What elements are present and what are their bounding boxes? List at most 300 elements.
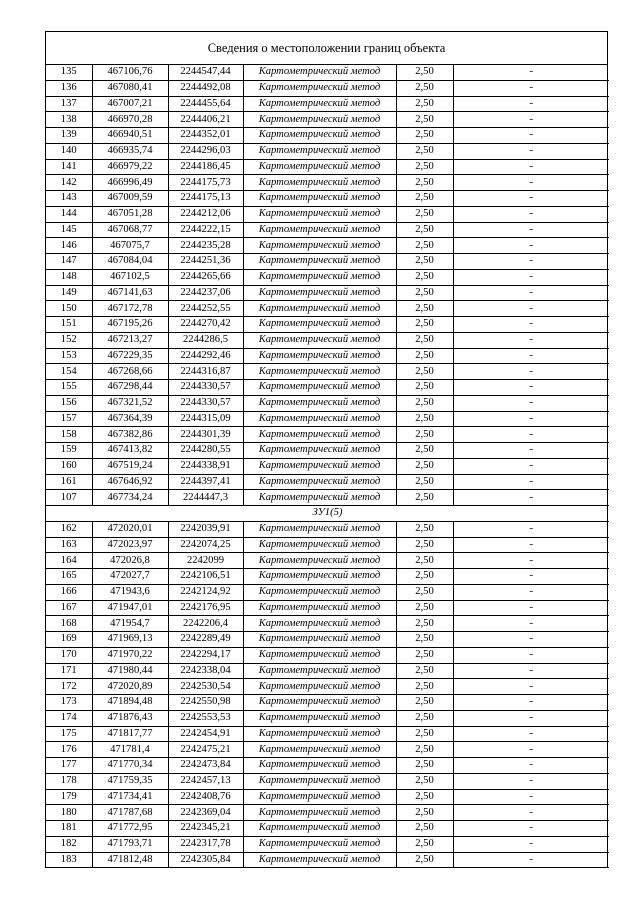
method-cell: Картометрический метод xyxy=(243,836,396,852)
coord-x: 467080,41 xyxy=(92,80,168,96)
point-number: 156 xyxy=(46,395,92,411)
point-number: 172 xyxy=(46,679,92,695)
method-cell: Картометрический метод xyxy=(243,852,396,868)
coord-x: 466970,28 xyxy=(92,112,168,128)
section-label: ЗУ1(5) xyxy=(46,506,609,522)
note-cell: - xyxy=(453,254,609,270)
table-row xyxy=(46,80,609,96)
method-cell: Картометрический метод xyxy=(243,569,396,585)
note-cell: - xyxy=(453,600,609,616)
note-cell: - xyxy=(453,710,609,726)
coord-y: 2244316,87 xyxy=(168,364,243,380)
coord-x: 467298,44 xyxy=(92,380,168,396)
coord-x: 467229,35 xyxy=(92,348,168,364)
coord-y: 2244175,73 xyxy=(168,175,243,191)
point-number: 148 xyxy=(46,269,92,285)
coord-x: 466979,22 xyxy=(92,159,168,175)
note-cell: - xyxy=(453,112,609,128)
table-row xyxy=(46,584,609,600)
coord-y: 2242106,51 xyxy=(168,569,243,585)
point-number: 107 xyxy=(46,490,92,506)
accuracy-cell: 2,50 xyxy=(396,616,453,632)
note-cell: - xyxy=(453,458,609,474)
method-cell: Картометрический метод xyxy=(243,175,396,191)
point-number: 140 xyxy=(46,143,92,159)
coord-y: 2244455,64 xyxy=(168,96,243,112)
accuracy-cell: 2,50 xyxy=(396,821,453,837)
coord-x: 467106,76 xyxy=(92,65,168,80)
table-row xyxy=(46,758,609,774)
note-cell: - xyxy=(453,821,609,837)
method-cell: Картометрический метод xyxy=(243,65,396,80)
table-row xyxy=(46,521,609,537)
method-cell: Картометрический метод xyxy=(243,537,396,553)
note-cell: - xyxy=(453,679,609,695)
coord-x: 471943,6 xyxy=(92,584,168,600)
coord-x: 467382,86 xyxy=(92,427,168,443)
point-number: 180 xyxy=(46,805,92,821)
note-cell: - xyxy=(453,380,609,396)
point-number: 150 xyxy=(46,301,92,317)
coord-y: 2242475,21 xyxy=(168,742,243,758)
coord-x: 471781,4 xyxy=(92,742,168,758)
note-cell: - xyxy=(453,238,609,254)
method-cell: Картометрический метод xyxy=(243,695,396,711)
note-cell: - xyxy=(453,663,609,679)
table-row xyxy=(46,852,609,868)
accuracy-cell: 2,50 xyxy=(396,679,453,695)
accuracy-cell: 2,50 xyxy=(396,269,453,285)
method-cell: Картометрический метод xyxy=(243,600,396,616)
coord-x: 467007,21 xyxy=(92,96,168,112)
table-row xyxy=(46,427,609,443)
method-cell: Картометрический метод xyxy=(243,348,396,364)
table-row xyxy=(46,411,609,427)
coord-x: 472020,89 xyxy=(92,679,168,695)
note-cell: - xyxy=(453,773,609,789)
table-row xyxy=(46,726,609,742)
method-cell: Картометрический метод xyxy=(243,112,396,128)
accuracy-cell: 2,50 xyxy=(396,96,453,112)
coord-y: 2242457,13 xyxy=(168,773,243,789)
table-row xyxy=(46,836,609,852)
coord-x: 466940,51 xyxy=(92,128,168,144)
table-row xyxy=(46,742,609,758)
accuracy-cell: 2,50 xyxy=(396,128,453,144)
coord-x: 467195,26 xyxy=(92,317,168,333)
method-cell: Картометрический метод xyxy=(243,143,396,159)
method-cell: Картометрический метод xyxy=(243,364,396,380)
note-cell: - xyxy=(453,805,609,821)
point-number: 159 xyxy=(46,443,92,459)
table-row xyxy=(46,175,609,191)
coord-y: 2244270,42 xyxy=(168,317,243,333)
coord-y: 2244252,55 xyxy=(168,301,243,317)
table-row xyxy=(46,269,609,285)
method-cell: Картометрический метод xyxy=(243,317,396,333)
coord-x: 467646,92 xyxy=(92,474,168,490)
coord-x: 471954,7 xyxy=(92,616,168,632)
accuracy-cell: 2,50 xyxy=(396,443,453,459)
accuracy-cell: 2,50 xyxy=(396,206,453,222)
method-cell: Картометрический метод xyxy=(243,742,396,758)
point-number: 177 xyxy=(46,758,92,774)
method-cell: Картометрический метод xyxy=(243,301,396,317)
point-number: 166 xyxy=(46,584,92,600)
method-cell: Картометрический метод xyxy=(243,96,396,112)
table-row xyxy=(46,679,609,695)
note-cell: - xyxy=(453,726,609,742)
accuracy-cell: 2,50 xyxy=(396,836,453,852)
accuracy-cell: 2,50 xyxy=(396,191,453,207)
accuracy-cell: 2,50 xyxy=(396,254,453,270)
accuracy-cell: 2,50 xyxy=(396,348,453,364)
coord-y: 2244286,5 xyxy=(168,332,243,348)
coord-y: 2242317,78 xyxy=(168,836,243,852)
point-number: 142 xyxy=(46,175,92,191)
table-row xyxy=(46,191,609,207)
table-row xyxy=(46,285,609,301)
accuracy-cell: 2,50 xyxy=(396,474,453,490)
coord-y: 2244222,15 xyxy=(168,222,243,238)
table-row xyxy=(46,805,609,821)
coord-y: 2244280,55 xyxy=(168,443,243,459)
coord-y: 2242550,98 xyxy=(168,695,243,711)
method-cell: Картометрический метод xyxy=(243,789,396,805)
method-cell: Картометрический метод xyxy=(243,663,396,679)
method-cell: Картометрический метод xyxy=(243,679,396,695)
coord-x: 467734,24 xyxy=(92,490,168,506)
note-cell: - xyxy=(453,143,609,159)
method-cell: Картометрический метод xyxy=(243,427,396,443)
point-number: 153 xyxy=(46,348,92,364)
note-cell: - xyxy=(453,758,609,774)
coord-y: 2242408,76 xyxy=(168,789,243,805)
coord-y: 2244547,44 xyxy=(168,65,243,80)
method-cell: Картометрический метод xyxy=(243,553,396,569)
coord-x: 467141,63 xyxy=(92,285,168,301)
note-cell: - xyxy=(453,553,609,569)
method-cell: Картометрический метод xyxy=(243,758,396,774)
coord-x: 472023,97 xyxy=(92,537,168,553)
accuracy-cell: 2,50 xyxy=(396,427,453,443)
accuracy-cell: 2,50 xyxy=(396,364,453,380)
accuracy-cell: 2,50 xyxy=(396,317,453,333)
note-cell: - xyxy=(453,332,609,348)
coord-x: 471770,34 xyxy=(92,758,168,774)
point-number: 154 xyxy=(46,364,92,380)
coord-x: 467009,59 xyxy=(92,191,168,207)
accuracy-cell: 2,50 xyxy=(396,553,453,569)
coord-x: 471787,68 xyxy=(92,805,168,821)
method-cell: Картометрический метод xyxy=(243,632,396,648)
point-number: 158 xyxy=(46,427,92,443)
table-row xyxy=(46,254,609,270)
note-cell: - xyxy=(453,852,609,868)
table-row xyxy=(46,695,609,711)
coord-x: 471894,48 xyxy=(92,695,168,711)
note-cell: - xyxy=(453,474,609,490)
method-cell: Картометрический метод xyxy=(243,128,396,144)
table-row xyxy=(46,458,609,474)
method-cell: Картометрический метод xyxy=(243,474,396,490)
coord-x: 467172,78 xyxy=(92,301,168,317)
accuracy-cell: 2,50 xyxy=(396,411,453,427)
coord-y: 2242099 xyxy=(168,553,243,569)
note-cell: - xyxy=(453,348,609,364)
coord-x: 467213,27 xyxy=(92,332,168,348)
point-number: 136 xyxy=(46,80,92,96)
table-row xyxy=(46,537,609,553)
table-row xyxy=(46,332,609,348)
accuracy-cell: 2,50 xyxy=(396,458,453,474)
coord-x: 471970,22 xyxy=(92,647,168,663)
note-cell: - xyxy=(453,695,609,711)
coord-y: 2242454,91 xyxy=(168,726,243,742)
coord-y: 2242206,4 xyxy=(168,616,243,632)
note-cell: - xyxy=(453,301,609,317)
table-title: Сведения о местоположении границ объекта xyxy=(46,32,607,65)
coord-y: 2242294,17 xyxy=(168,647,243,663)
coord-x: 471772,95 xyxy=(92,821,168,837)
table-row xyxy=(46,395,609,411)
coord-y: 2242553,53 xyxy=(168,710,243,726)
coord-x: 467364,39 xyxy=(92,411,168,427)
coord-y: 2244175,13 xyxy=(168,191,243,207)
point-number: 170 xyxy=(46,647,92,663)
note-cell: - xyxy=(453,443,609,459)
note-cell: - xyxy=(453,206,609,222)
accuracy-cell: 2,50 xyxy=(396,175,453,191)
coord-y: 2244352,01 xyxy=(168,128,243,144)
coord-y: 2244235,28 xyxy=(168,238,243,254)
coord-x: 467519,24 xyxy=(92,458,168,474)
method-cell: Картометрический метод xyxy=(243,80,396,96)
coord-x: 471980,44 xyxy=(92,663,168,679)
accuracy-cell: 2,50 xyxy=(396,647,453,663)
point-number: 178 xyxy=(46,773,92,789)
note-cell: - xyxy=(453,395,609,411)
point-number: 183 xyxy=(46,852,92,868)
note-cell: - xyxy=(453,537,609,553)
accuracy-cell: 2,50 xyxy=(396,112,453,128)
coord-y: 2242074,25 xyxy=(168,537,243,553)
method-cell: Картометрический метод xyxy=(243,395,396,411)
note-cell: - xyxy=(453,128,609,144)
coord-y: 2244406,21 xyxy=(168,112,243,128)
points-group-b xyxy=(46,521,609,868)
note-cell: - xyxy=(453,65,609,80)
accuracy-cell: 2,50 xyxy=(396,852,453,868)
accuracy-cell: 2,50 xyxy=(396,569,453,585)
point-number: 179 xyxy=(46,789,92,805)
table-row xyxy=(46,380,609,396)
table-row xyxy=(46,710,609,726)
accuracy-cell: 2,50 xyxy=(396,789,453,805)
accuracy-cell: 2,50 xyxy=(396,238,453,254)
table-row xyxy=(46,632,609,648)
point-number: 174 xyxy=(46,710,92,726)
note-cell: - xyxy=(453,427,609,443)
accuracy-cell: 2,50 xyxy=(396,710,453,726)
coord-y: 2244212,06 xyxy=(168,206,243,222)
table-row xyxy=(46,112,609,128)
coord-x: 471812,48 xyxy=(92,852,168,868)
point-number: 157 xyxy=(46,411,92,427)
table-row xyxy=(46,128,609,144)
note-cell: - xyxy=(453,836,609,852)
note-cell: - xyxy=(453,647,609,663)
coordinates-table xyxy=(46,65,609,868)
accuracy-cell: 2,50 xyxy=(396,773,453,789)
method-cell: Картометрический метод xyxy=(243,490,396,506)
coord-x: 467321,52 xyxy=(92,395,168,411)
accuracy-cell: 2,50 xyxy=(396,584,453,600)
coord-y: 2244447,3 xyxy=(168,490,243,506)
table-row xyxy=(46,474,609,490)
coord-y: 2244265,66 xyxy=(168,269,243,285)
coord-y: 2242369,04 xyxy=(168,805,243,821)
note-cell: - xyxy=(453,285,609,301)
accuracy-cell: 2,50 xyxy=(396,695,453,711)
point-number: 181 xyxy=(46,821,92,837)
coord-y: 2244330,57 xyxy=(168,395,243,411)
method-cell: Картометрический метод xyxy=(243,222,396,238)
point-number: 173 xyxy=(46,695,92,711)
note-cell: - xyxy=(453,411,609,427)
coord-y: 2242345,21 xyxy=(168,821,243,837)
point-number: 152 xyxy=(46,332,92,348)
method-cell: Картометрический метод xyxy=(243,285,396,301)
method-cell: Картометрический метод xyxy=(243,206,396,222)
coord-x: 467051,28 xyxy=(92,206,168,222)
table-row xyxy=(46,364,609,380)
method-cell: Картометрический метод xyxy=(243,647,396,663)
coord-y: 2244315,09 xyxy=(168,411,243,427)
point-number: 176 xyxy=(46,742,92,758)
point-number: 182 xyxy=(46,836,92,852)
accuracy-cell: 2,50 xyxy=(396,301,453,317)
point-number: 146 xyxy=(46,238,92,254)
method-cell: Картометрический метод xyxy=(243,238,396,254)
coord-y: 2242176,95 xyxy=(168,600,243,616)
point-number: 141 xyxy=(46,159,92,175)
table-row xyxy=(46,789,609,805)
coord-y: 2242289,49 xyxy=(168,632,243,648)
method-cell: Картометрический метод xyxy=(243,269,396,285)
coord-y: 2244397,41 xyxy=(168,474,243,490)
coord-y: 2242124,92 xyxy=(168,584,243,600)
table-row xyxy=(46,206,609,222)
note-cell: - xyxy=(453,632,609,648)
note-cell: - xyxy=(453,222,609,238)
method-cell: Картометрический метод xyxy=(243,254,396,270)
accuracy-cell: 2,50 xyxy=(396,332,453,348)
accuracy-cell: 2,50 xyxy=(396,285,453,301)
coord-x: 466935,74 xyxy=(92,143,168,159)
table-row xyxy=(46,96,609,112)
accuracy-cell: 2,50 xyxy=(396,742,453,758)
point-number: 167 xyxy=(46,600,92,616)
coord-y: 2244330,57 xyxy=(168,380,243,396)
point-number: 144 xyxy=(46,206,92,222)
coord-x: 471734,41 xyxy=(92,789,168,805)
method-cell: Картометрический метод xyxy=(243,710,396,726)
point-number: 171 xyxy=(46,663,92,679)
accuracy-cell: 2,50 xyxy=(396,632,453,648)
accuracy-cell: 2,50 xyxy=(396,143,453,159)
note-cell: - xyxy=(453,742,609,758)
point-number: 162 xyxy=(46,521,92,537)
accuracy-cell: 2,50 xyxy=(396,380,453,396)
note-cell: - xyxy=(453,584,609,600)
accuracy-cell: 2,50 xyxy=(396,490,453,506)
point-number: 149 xyxy=(46,285,92,301)
table-row xyxy=(46,301,609,317)
note-cell: - xyxy=(453,80,609,96)
coord-y: 2242039,91 xyxy=(168,521,243,537)
method-cell: Картометрический метод xyxy=(243,332,396,348)
coord-x: 471759,35 xyxy=(92,773,168,789)
table-row xyxy=(46,348,609,364)
method-cell: Картометрический метод xyxy=(243,380,396,396)
table-row xyxy=(46,663,609,679)
points-group-a xyxy=(46,65,609,506)
point-number: 138 xyxy=(46,112,92,128)
note-cell: - xyxy=(453,569,609,585)
coord-y: 2244338,91 xyxy=(168,458,243,474)
note-cell: - xyxy=(453,521,609,537)
accuracy-cell: 2,50 xyxy=(396,521,453,537)
coord-x: 467413,82 xyxy=(92,443,168,459)
point-number: 165 xyxy=(46,569,92,585)
table-row xyxy=(46,159,609,175)
method-cell: Картометрический метод xyxy=(243,458,396,474)
point-number: 168 xyxy=(46,616,92,632)
note-cell: - xyxy=(453,269,609,285)
accuracy-cell: 2,50 xyxy=(396,395,453,411)
point-number: 143 xyxy=(46,191,92,207)
method-cell: Картометрический метод xyxy=(243,411,396,427)
table-row xyxy=(46,65,609,80)
method-cell: Картометрический метод xyxy=(243,443,396,459)
accuracy-cell: 2,50 xyxy=(396,537,453,553)
coord-x: 471793,71 xyxy=(92,836,168,852)
point-number: 147 xyxy=(46,254,92,270)
coord-y: 2244251,36 xyxy=(168,254,243,270)
accuracy-cell: 2,50 xyxy=(396,758,453,774)
note-cell: - xyxy=(453,159,609,175)
accuracy-cell: 2,50 xyxy=(396,159,453,175)
table-row xyxy=(46,443,609,459)
coord-x: 466996,49 xyxy=(92,175,168,191)
method-cell: Картометрический метод xyxy=(243,616,396,632)
note-cell: - xyxy=(453,364,609,380)
method-cell: Картометрический метод xyxy=(243,821,396,837)
point-number: 139 xyxy=(46,128,92,144)
coord-y: 2244296,03 xyxy=(168,143,243,159)
method-cell: Картометрический метод xyxy=(243,805,396,821)
point-number: 164 xyxy=(46,553,92,569)
point-number: 161 xyxy=(46,474,92,490)
section-row xyxy=(46,506,609,522)
coord-x: 467075,7 xyxy=(92,238,168,254)
coord-x: 471817,77 xyxy=(92,726,168,742)
accuracy-cell: 2,50 xyxy=(396,65,453,80)
method-cell: Картометрический метод xyxy=(243,521,396,537)
coord-x: 467068,77 xyxy=(92,222,168,238)
point-number: 151 xyxy=(46,317,92,333)
